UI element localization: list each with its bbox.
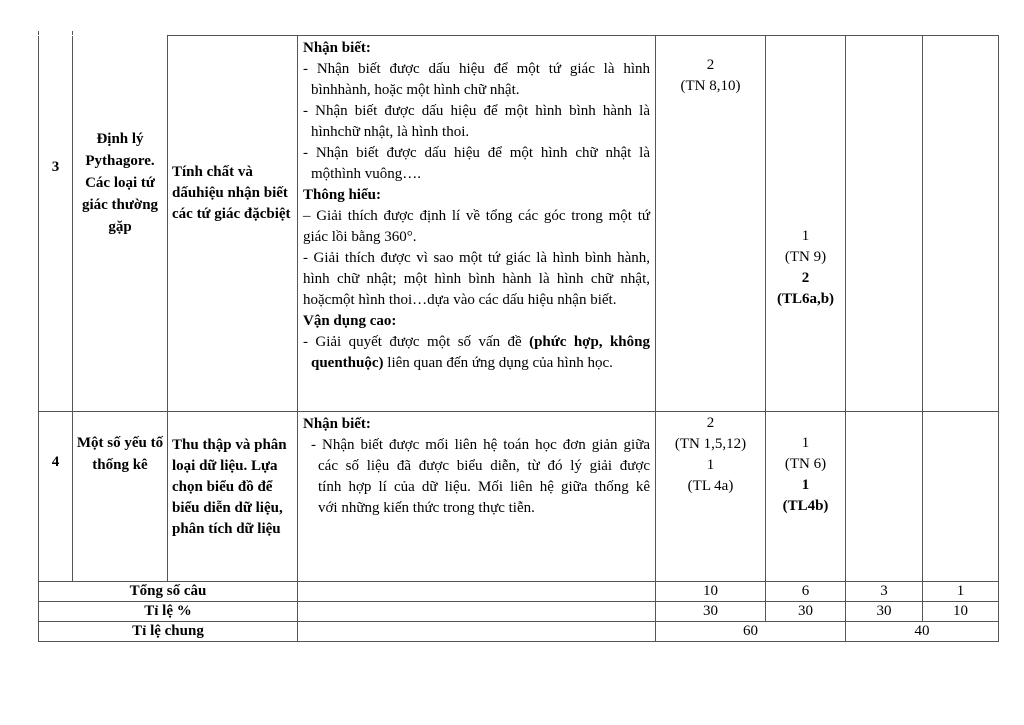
text-segment: 2 bbox=[706, 415, 715, 431]
exam-matrix-table bbox=[38, 35, 999, 642]
text-segment: với những kiến thức trong thực tiễn. bbox=[318, 500, 535, 516]
row4-van-dung-cao-count-cell bbox=[923, 412, 999, 582]
row3-number-cell: 3 bbox=[39, 36, 73, 412]
text-line bbox=[303, 435, 650, 456]
row4-topic-cell: Một số yếu tố thống kê bbox=[73, 412, 168, 582]
text-line bbox=[303, 38, 650, 59]
text-segment: (TN 6) bbox=[784, 456, 827, 472]
text-segment: liên quan đến ứng dụng của hình học. bbox=[383, 355, 613, 371]
percent-nhan-biet-value: 30 bbox=[656, 602, 766, 622]
row4-van-dung-count-cell bbox=[846, 412, 923, 582]
row4-requirements-cell bbox=[298, 412, 656, 582]
text-line bbox=[303, 143, 650, 164]
text-segment: 1 bbox=[801, 435, 810, 451]
text-line bbox=[303, 414, 650, 435]
row3-topic-cell: Định lý Pythagore. Các loại tứ giác thường gặp bbox=[73, 36, 168, 412]
empty-cell bbox=[298, 622, 656, 642]
total-van-dung-value: 3 bbox=[846, 582, 923, 602]
table-row-topic-3 bbox=[39, 36, 999, 412]
text-line bbox=[303, 248, 650, 269]
text-line bbox=[656, 476, 765, 497]
percent-label: Tỉ lệ % bbox=[39, 602, 298, 622]
text-segment: các số liệu đã được biểu diễn, từ đó lý giải được bbox=[318, 458, 650, 474]
text-segment: - Giải quyết được một số vấn đề bbox=[303, 334, 530, 350]
text-line bbox=[766, 247, 845, 268]
table-row-topic-4 bbox=[39, 412, 999, 582]
text-segment: 1 bbox=[801, 228, 810, 244]
text-segment: - Giải thích được vì sao một tứ giác là hình bình hành, bbox=[303, 250, 650, 266]
text-line bbox=[656, 76, 765, 97]
row3-van-dung-count-cell bbox=[846, 36, 923, 412]
percent-thong-hieu-value: 30 bbox=[766, 602, 846, 622]
text-segment: giác lồi bằng 360°. bbox=[303, 229, 417, 245]
text-line bbox=[303, 477, 650, 498]
text-segment: quenthuộc) bbox=[311, 355, 384, 371]
text-segment: 1 bbox=[801, 477, 810, 493]
total-questions-label: Tổng số câu bbox=[39, 582, 298, 602]
text-segment: - Nhận biết được dấu hiệu để một hình chữ nhật là bbox=[303, 145, 650, 161]
text-line bbox=[303, 290, 650, 311]
percent-row bbox=[39, 602, 999, 622]
text-line bbox=[766, 289, 845, 310]
text-line bbox=[303, 185, 650, 206]
text-segment: mộthình vuông…. bbox=[311, 166, 422, 182]
row3-requirements-cell bbox=[298, 36, 656, 412]
text-segment: (TL 4a) bbox=[687, 478, 734, 494]
row3-thong-hieu-count-cell bbox=[766, 36, 846, 412]
text-segment: Nhận biết: bbox=[303, 416, 371, 432]
text-line bbox=[303, 227, 650, 248]
text-segment: hình chữ nhật; một hình bình hành là hình chữ nhật, bbox=[303, 271, 650, 287]
text-segment: - Nhận biết được dấu hiệu để một tứ giác là hình bbox=[303, 61, 650, 77]
text-line bbox=[766, 226, 845, 247]
text-segment: 1 bbox=[706, 457, 715, 473]
text-segment: tính hợp lí của dữ liệu. Mối liên hệ giữa thống kê bbox=[318, 479, 650, 495]
text-segment: - Nhận biết được mối liên hệ toán học đơn giản giữa bbox=[311, 437, 650, 453]
row3-van-dung-cao-count-cell bbox=[923, 36, 999, 412]
text-line bbox=[303, 269, 650, 290]
row4-thong-hieu-count-cell bbox=[766, 412, 846, 582]
total-van-dung-cao-value: 1 bbox=[923, 582, 999, 602]
text-line bbox=[766, 433, 845, 454]
total-thong-hieu-value: 6 bbox=[766, 582, 846, 602]
empty-cell bbox=[298, 602, 656, 622]
text-line bbox=[766, 454, 845, 475]
text-segment: bìnhhành, hoặc một hình chữ nhật. bbox=[311, 82, 520, 98]
text-line bbox=[766, 268, 845, 289]
text-line bbox=[766, 475, 845, 496]
text-line bbox=[303, 498, 650, 519]
total-nhan-biet-value: 10 bbox=[656, 582, 766, 602]
row4-number-cell: 4 bbox=[39, 412, 73, 582]
text-line bbox=[766, 496, 845, 517]
overall-left-value: 60 bbox=[656, 622, 846, 642]
text-segment: – Giải thích được định lí về tổng các góc trong một tứ bbox=[303, 208, 650, 224]
text-segment: Nhận biết: bbox=[303, 40, 371, 56]
text-segment: (TN 1,5,12) bbox=[674, 436, 747, 452]
text-line bbox=[656, 413, 765, 434]
total-questions-row bbox=[39, 582, 999, 602]
text-segment: hìnhchữ nhật, là hình thoi. bbox=[311, 124, 470, 140]
text-line bbox=[303, 206, 650, 227]
text-segment: 2 bbox=[706, 57, 715, 73]
text-line bbox=[303, 353, 650, 374]
text-line bbox=[303, 59, 650, 80]
text-line bbox=[303, 311, 650, 332]
text-segment: Vận dụng cao: bbox=[303, 313, 397, 329]
text-segment: (TL4b) bbox=[782, 498, 829, 514]
empty-cell bbox=[298, 582, 656, 602]
percent-van-dung-cao-value: 10 bbox=[923, 602, 999, 622]
text-line bbox=[303, 164, 650, 185]
text-segment: 2 bbox=[801, 270, 810, 286]
text-line bbox=[303, 80, 650, 101]
percent-van-dung-value: 30 bbox=[846, 602, 923, 622]
text-segment: hoặcmột hình thoi…dựa vào các dấu hiệu nhận biết. bbox=[303, 292, 617, 308]
text-segment: (TN 9) bbox=[784, 249, 827, 265]
text-line bbox=[656, 434, 765, 455]
text-segment: (TN 8,10) bbox=[680, 78, 741, 94]
text-line bbox=[303, 456, 650, 477]
text-line bbox=[656, 455, 765, 476]
text-segment: (phức hợp, không bbox=[529, 334, 650, 350]
text-segment: - Nhận biết được dấu hiệu để một hình bình hành là bbox=[303, 103, 650, 119]
overall-percent-label: Tỉ lệ chung bbox=[39, 622, 298, 642]
text-line bbox=[303, 101, 650, 122]
row3-nhan-biet-count-cell bbox=[656, 36, 766, 412]
text-line bbox=[656, 55, 765, 76]
row4-content-cell: Thu thập và phân loại dữ liệu. Lựa chọn biểu đồ để biểu diễn dữ liệu, phân tích dữ liệu bbox=[168, 412, 298, 582]
overall-percent-row bbox=[39, 622, 999, 642]
row4-nhan-biet-count-cell bbox=[656, 412, 766, 582]
overall-right-value: 40 bbox=[846, 622, 999, 642]
row3-content-cell: Tính chất và dấuhiệu nhận biết các tứ giác đặcbiệt bbox=[168, 36, 298, 412]
text-segment: (TL6a,b) bbox=[776, 291, 835, 307]
text-line bbox=[303, 122, 650, 143]
text-segment: Thông hiểu: bbox=[303, 187, 381, 203]
text-line bbox=[303, 332, 650, 353]
